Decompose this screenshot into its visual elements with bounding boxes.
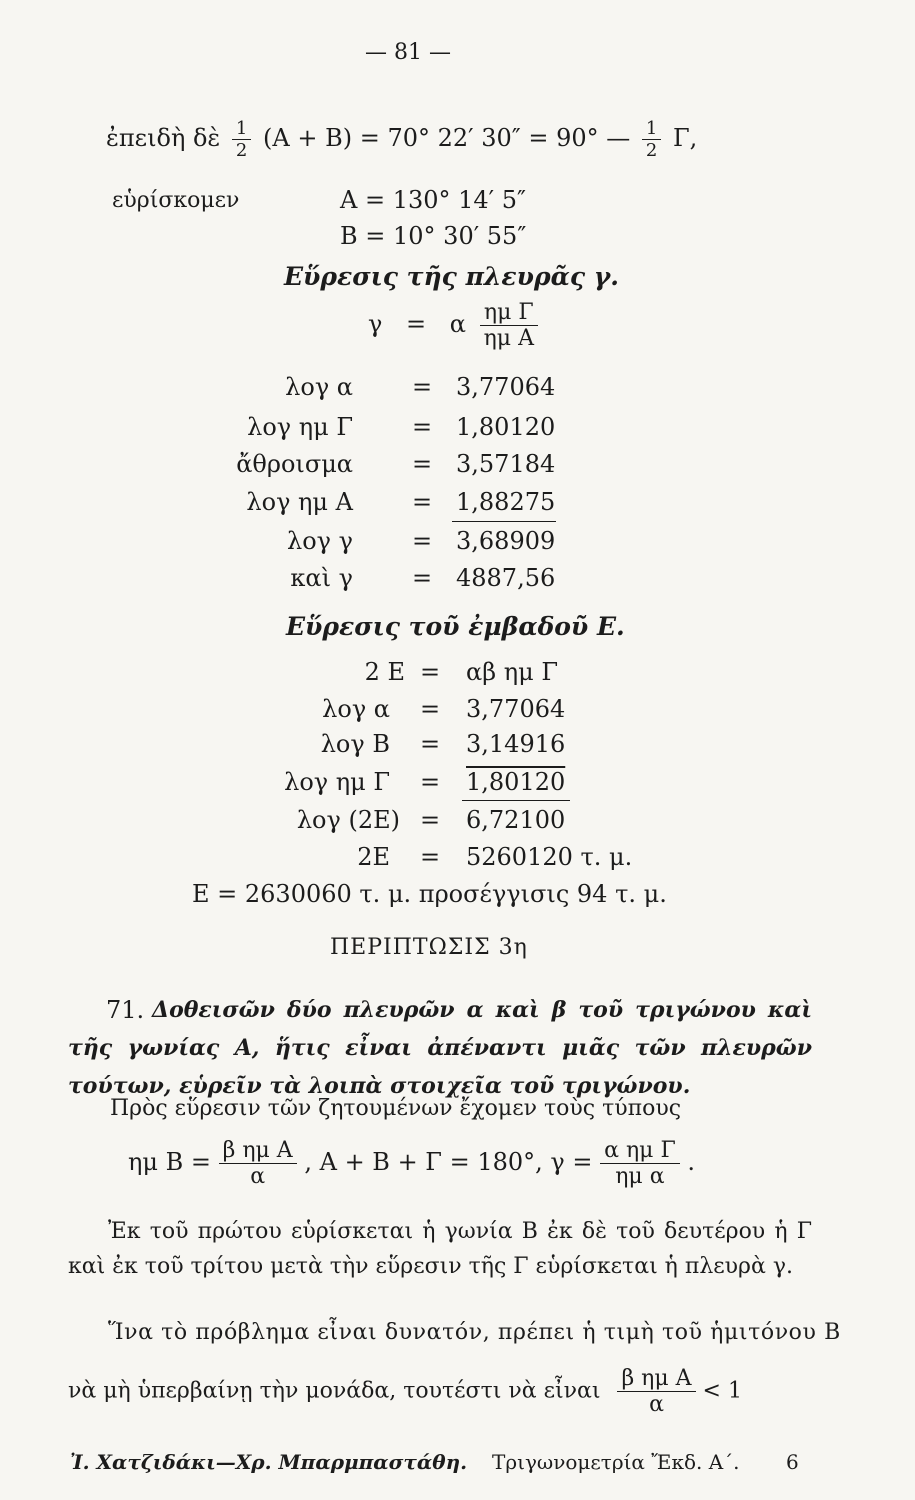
area-final: E = 2630060 τ. μ. προσέγγισις 94 τ. μ.: [192, 880, 667, 908]
formulas-line: ημ B = $\frac{\text{β ημ A}}{\alpha}$ , A + B + Γ = 180°, γ = $\frac{\text{α ημ Γ}}{\text{ημ α}}$ .: [128, 1138, 695, 1189]
intro-label: εὑρίσκομεν: [112, 188, 240, 213]
angle-B-value: B = 10° 30′ 55″: [340, 222, 527, 250]
sum-rule: [452, 521, 556, 522]
gamma-row-value: 3,57184: [456, 450, 556, 478]
inequality-fraction: $\frac{\text{β ημ A}}{\alpha}$: [617, 1366, 695, 1417]
equals-sign: =: [420, 806, 441, 834]
gamma-row: ἄθροισμα: [236, 450, 353, 478]
gamma-row: λογ α: [285, 373, 353, 401]
gamma-row-value: 4887,56: [456, 564, 556, 592]
formulas-intro: Πρὸς εὕρεσιν τῶν ζητουμένων ἔχομεν τοὺς τύπους: [110, 1096, 682, 1121]
equals-sign: =: [420, 658, 441, 686]
equals-sign: =: [412, 488, 433, 516]
section-heading-gamma: Εὕρεσις τῆς πλευρᾶς γ.: [284, 262, 619, 291]
problem-statement: Δοθεισῶν δύο πλευρῶν α καὶ β τοῦ τριγώνου καὶ τῆς γωνίας A, ἥτις εἶναι ἀπέναντι μιᾶς τῶν πλευρῶν τούτων, εὑρεῖν τὰ λοιπὰ στοιχεῖα τοῦ τριγώνου.: [68, 997, 812, 1099]
half-fraction: $\frac{1}{2}$: [232, 118, 251, 161]
intro-mid: (A + B) = 70° 22′ 30″ = 90° —: [263, 124, 631, 152]
area-row-value: 3,14916: [466, 730, 566, 758]
gamma-row-value: 1,80120: [456, 413, 556, 441]
equals-sign: =: [412, 527, 433, 555]
area-row: 2E: [357, 843, 390, 871]
gamma-row-value: 3,77064: [456, 373, 556, 401]
section-heading-area: Εὕρεσις τοῦ ἐμβαδοῦ Ε.: [286, 612, 625, 641]
area-row: λογ α: [322, 695, 390, 723]
equals-sign: =: [412, 450, 433, 478]
area-row: λογ ημ Γ: [284, 768, 390, 796]
page-number: — 81 —: [365, 40, 451, 65]
intro-suffix: Γ,: [673, 124, 698, 152]
equals-sign: =: [420, 695, 441, 723]
equals-sign: =: [420, 730, 441, 758]
intro-line-1: [106, 118, 697, 161]
gamma-row: καὶ γ: [290, 564, 353, 592]
footer-book: Τριγωνομετρία Ἔκδ. Α΄.: [492, 1450, 740, 1474]
area-row: λογ (2E): [296, 806, 400, 834]
intro-prefix: ἐπειδὴ δὲ: [106, 124, 221, 152]
gamma-row-value: 1,88275: [456, 488, 556, 516]
area-row-value: αβ ημ Γ: [466, 658, 558, 686]
equals-sign: =: [420, 768, 441, 796]
paragraph-3: νὰ μὴ ὑπερβαίνῃ τὴν μονάδα, τουτέστι νὰ εἶναι $\frac{\text{β ημ A}}{\alpha}$ < 1: [68, 1366, 742, 1417]
angle-A-value: A = 130° 14′ 5″: [340, 186, 526, 214]
half-fraction-2: $\frac{1}{2}$: [642, 118, 661, 161]
case-title: ΠΕΡΙΠΤΩΣΙΣ 3η: [330, 935, 528, 960]
area-row: λογ B: [320, 730, 390, 758]
area-row-value: 3,77064: [466, 695, 566, 723]
paragraph-2: Ἵνα τὸ πρόβλημα εἶναι δυνατόν, πρέπει ἡ τιμὴ τοῦ ἡμιτόνου B: [108, 1320, 841, 1345]
area-row-value: 1,80120: [466, 768, 566, 796]
area-row-value: 6,72100: [466, 806, 566, 834]
area-row-value: 5260120 τ. μ.: [466, 843, 633, 871]
gamma-row-value: 3,68909: [456, 527, 556, 555]
area-row: 2 E: [364, 658, 405, 686]
sum-rule: [462, 800, 570, 801]
footer-authors: Ἰ. Χατζιδάκι—Χρ. Μπαρμπαστάθη.: [70, 1450, 468, 1474]
gamma-formula: γ = α $\frac{\text{ημ Γ}}{\text{ημ A}}$: [368, 300, 538, 351]
problem-number: 71.: [106, 996, 145, 1024]
equals-sign: =: [412, 564, 433, 592]
gamma-row: λογ ημ A: [246, 488, 353, 516]
gamma-row: λογ γ: [287, 527, 353, 555]
footer-signature: 6: [786, 1450, 799, 1474]
equals-sign: =: [420, 843, 441, 871]
paragraph-1: Ἐκ τοῦ πρώτου εὑρίσκεται ἡ γωνία B ἐκ δὲ τοῦ δευτέρου ἡ Γ καὶ ἐκ τοῦ τρίτου μετὰ τὴν εὕρεσιν τῆς Γ εὑρίσκεται ἡ πλευρὰ γ.: [68, 1219, 812, 1279]
equals-sign: =: [412, 413, 433, 441]
gamma-row: λογ ημ Γ: [247, 413, 353, 441]
equals-sign: =: [412, 373, 433, 401]
